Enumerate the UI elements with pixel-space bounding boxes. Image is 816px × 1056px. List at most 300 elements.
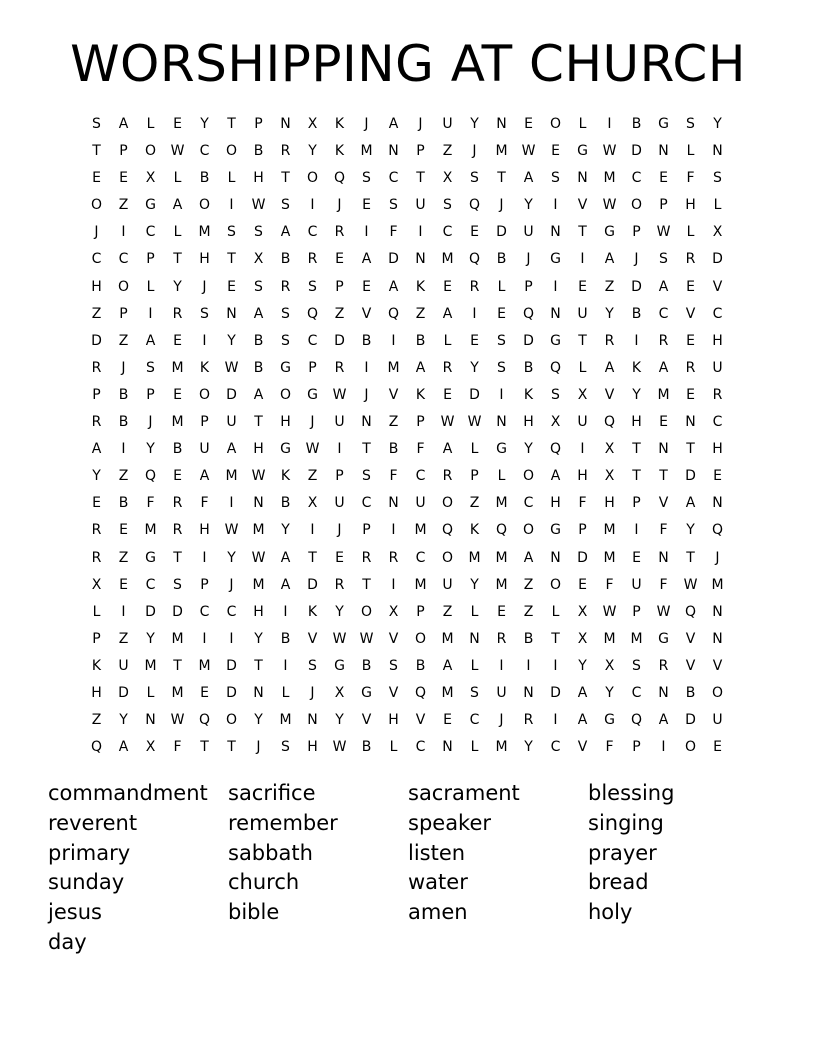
grid-letter: F [605,576,614,593]
grid-letter: O [90,197,103,214]
grid-letter: Y [524,441,533,458]
grid-letter: K [91,657,102,674]
grid-letter: E [686,332,695,349]
grid-letter: Q [684,603,697,620]
grid-letter: C [91,251,102,268]
grid-letter: P [146,251,155,268]
word-list-item: jesus [48,900,102,925]
grid-letter: P [632,739,641,756]
word-list-item: primary [48,840,131,865]
grid-letter: U [577,305,588,322]
grid-letter: S [281,332,290,349]
grid-letter: Z [118,549,129,566]
grid-letter: N [496,414,507,431]
grid-letter: L [578,359,587,376]
grid-letter: Y [92,468,101,485]
grid-letter: M [711,576,724,593]
grid-letter: N [226,305,237,322]
grid-letter: N [280,116,291,132]
grid-letter: E [443,712,452,729]
grid-letter: L [146,278,155,295]
grid-letter: M [252,576,265,593]
grid-letter: D [631,143,642,160]
grid-letter: O [522,522,535,539]
grid-letter: G [280,359,291,376]
grid-letter: N [550,549,561,566]
grid-letter: W [359,630,374,647]
grid-letter: E [335,549,344,566]
grid-letter: L [173,170,182,187]
grid-letter: S [281,305,290,322]
grid-letter: W [440,414,455,431]
grid-letter: H [307,739,318,756]
grid-letter: B [280,630,291,647]
grid-letter: L [470,441,479,458]
grid-letter: U [415,495,426,512]
grid-letter: R [685,251,696,268]
word-list-item: holy [588,900,633,925]
grid-letter: I [580,441,585,458]
grid-letter: P [632,495,641,512]
grid-letter: F [173,739,182,756]
grid-letter: D [685,712,696,729]
grid-letter: A [199,468,210,485]
grid-letter: Q [414,684,427,701]
grid-letter: J [310,414,315,431]
grid-letter: E [713,468,722,485]
grid-letter: Y [578,657,587,674]
grid-letter: Q [468,251,481,268]
grid-letter: I [391,332,396,349]
grid-letter: P [146,386,155,403]
grid-letter: R [685,359,696,376]
grid-letter: B [280,251,291,268]
grid-letter: Q [630,712,643,729]
grid-letter: V [604,386,615,403]
grid-letter: J [121,359,126,376]
grid-letter: P [335,468,344,485]
grid-letter: C [415,739,426,756]
grid-letter: I [499,386,504,403]
grid-letter: G [334,657,345,674]
grid-letter: X [253,251,264,268]
grid-letter: B [631,305,642,322]
grid-letter: Z [118,468,129,485]
grid-letter: E [659,414,668,431]
grid-letter: J [472,143,477,160]
grid-letter: C [631,170,642,187]
grid-letter: F [146,495,155,512]
grid-letter: M [360,143,373,160]
grid-letter: L [146,116,155,132]
grid-letter: C [523,495,534,512]
grid-letter: W [521,143,536,160]
grid-letter: T [308,549,317,566]
grid-letter: B [685,684,696,701]
grid-letter: E [443,386,452,403]
grid-letter: E [497,305,506,322]
grid-letter: E [524,116,533,132]
grid-letter: W [224,522,239,539]
grid-letter: S [362,170,371,187]
grid-letter: O [441,495,454,512]
grid-letter: N [388,495,399,512]
grid-letter: B [631,116,642,132]
word-list-item: sunday [48,870,125,895]
word-list-item: blessing [588,781,675,805]
grid-letter: W [467,414,482,431]
grid-letter: S [362,468,371,485]
puzzle-title: WORSHIPPING AT CHURCH [70,35,746,93]
grid-letter: B [118,495,129,512]
grid-letter: H [253,603,264,620]
grid-letter: B [253,359,264,376]
grid-letter: D [550,684,561,701]
grid-letter: J [337,197,342,214]
grid-letter: E [119,170,128,187]
grid-letter: E [686,278,695,295]
grid-letter: R [172,495,183,512]
grid-letter: C [226,603,237,620]
grid-letter: E [92,170,101,187]
grid-letter: Y [605,305,614,322]
grid-letter: F [605,739,614,756]
grid-letter: V [577,197,588,214]
grid-letter: D [226,657,237,674]
grid-letter: N [550,224,561,241]
grid-letter: N [658,441,669,458]
grid-letter: C [712,414,723,431]
grid-letter: W [602,197,617,214]
grid-letter: V [415,712,426,729]
grid-letter: I [229,495,234,512]
grid-letter: G [550,332,561,349]
grid-letter: V [388,386,399,403]
grid-letter: R [388,549,399,566]
grid-letter: T [254,657,263,674]
grid-letter: S [254,278,263,295]
grid-letter: C [145,576,156,593]
grid-letter: B [172,441,183,458]
grid-letter: W [305,441,320,458]
grid-letter: G [550,251,561,268]
grid-letter: G [577,143,588,160]
grid-letter: I [283,657,288,674]
grid-letter: H [577,468,588,485]
grid-letter: T [173,549,182,566]
grid-letter: H [253,170,264,187]
grid-letter: Z [523,603,534,620]
grid-letter: A [388,278,399,295]
grid-letter: Q [144,468,157,485]
grid-letter: N [442,739,453,756]
grid-letter: A [577,712,588,729]
grid-letter: D [118,684,129,701]
grid-letter: J [310,684,315,701]
word-list-item: sacrifice [228,781,316,805]
grid-letter: N [469,630,480,647]
grid-letter: U [442,116,453,132]
grid-letter: K [415,386,426,403]
grid-letter: N [415,251,426,268]
grid-letter: N [712,630,723,647]
grid-letter: V [388,630,399,647]
grid-letter: I [310,197,315,214]
grid-letter: L [443,332,452,349]
grid-letter: A [118,116,129,132]
grid-letter: U [334,495,345,512]
grid-letter: P [92,386,101,403]
grid-letter: T [632,441,641,458]
grid-letter: K [469,522,480,539]
grid-letter: K [280,468,291,485]
grid-letter: F [389,224,398,241]
grid-letter: X [334,684,345,701]
grid-letter: C [388,170,399,187]
grid-letter: X [604,441,615,458]
grid-letter: E [659,170,668,187]
grid-letter: Q [387,305,400,322]
grid-letter: X [712,224,723,241]
grid-letter: S [173,576,182,593]
grid-letter: D [226,684,237,701]
grid-letter: O [198,197,211,214]
grid-letter: H [280,414,291,431]
grid-letter: I [148,305,153,322]
grid-letter: P [254,116,263,132]
grid-letter: R [442,359,453,376]
grid-letter: R [712,386,723,403]
grid-letter: C [442,224,453,241]
grid-letter: N [523,684,534,701]
grid-letter: F [389,468,398,485]
grid-letter: K [523,386,534,403]
grid-letter: M [171,684,184,701]
word-list-item: bible [228,900,280,925]
grid-letter: O [522,468,535,485]
grid-letter: J [418,116,423,132]
grid-letter: R [307,251,318,268]
grid-letter: R [91,549,102,566]
grid-letter: J [499,712,504,729]
grid-letter: F [686,170,695,187]
grid-letter: E [227,278,236,295]
grid-letter: T [227,251,236,268]
grid-letter: Y [119,712,128,729]
word-list-item: speaker [408,810,492,835]
grid-letter: R [442,468,453,485]
grid-letter: Y [200,116,209,132]
grid-letter: H [604,495,615,512]
word-list-item: day [48,929,87,954]
grid-letter: Z [91,305,102,322]
grid-letter: E [497,603,506,620]
grid-letter: U [442,576,453,593]
grid-letter: U [415,197,426,214]
grid-letter: M [603,522,616,539]
grid-letter: S [497,359,506,376]
grid-letter: B [361,332,372,349]
grid-letter: Y [227,549,236,566]
grid-letter: O [279,386,292,403]
grid-letter: P [632,224,641,241]
grid-letter: X [442,170,453,187]
grid-letter: A [577,684,588,701]
grid-letter: E [173,332,182,349]
grid-letter: G [145,197,156,214]
grid-letter: O [711,684,724,701]
grid-letter: D [631,278,642,295]
grid-letter: W [332,739,347,756]
grid-letter: N [145,712,156,729]
grid-letter: N [577,170,588,187]
grid-letter: Y [524,197,533,214]
grid-letter: G [604,224,615,241]
grid-letter: J [364,116,369,132]
grid-letter: L [389,739,398,756]
grid-letter: A [658,712,669,729]
grid-letter: T [686,549,695,566]
grid-letter: Y [470,576,479,593]
grid-letter: Z [388,414,399,431]
grid-letter: R [91,359,102,376]
grid-letter: M [171,630,184,647]
grid-letter: O [117,278,130,295]
grid-letter: D [523,332,534,349]
grid-letter: E [119,522,128,539]
grid-letter: C [658,305,669,322]
grid-letter: K [334,143,345,160]
grid-letter: U [523,224,534,241]
grid-letter: L [686,143,695,160]
grid-letter: S [470,684,479,701]
grid-letter: H [91,278,102,295]
grid-letter: W [602,143,617,160]
grid-letter: B [253,143,264,160]
grid-letter: A [253,305,264,322]
grid-letter: L [497,278,506,295]
grid-letter: D [307,576,318,593]
grid-letter: B [199,170,210,187]
grid-letter: S [389,197,398,214]
grid-letter: U [577,414,588,431]
grid-letter: A [388,116,399,132]
grid-letter: P [308,359,317,376]
grid-letter: R [172,305,183,322]
grid-letter: R [91,414,102,431]
grid-letter: D [496,224,507,241]
grid-letter: J [256,739,261,756]
grid-letter: V [685,630,696,647]
grid-letter: Y [254,630,263,647]
grid-letter: Y [605,684,614,701]
grid-letter: X [388,603,399,620]
grid-letter: S [686,116,695,132]
grid-letter: E [578,576,587,593]
grid-letter: Z [334,305,345,322]
grid-letter: F [200,495,209,512]
grid-letter: W [602,603,617,620]
grid-letter: E [362,197,371,214]
grid-letter: T [632,468,641,485]
grid-letter: W [656,224,671,241]
grid-letter: O [549,116,562,132]
grid-letter: M [495,576,508,593]
grid-letter: A [604,251,615,268]
grid-letter: P [416,143,425,160]
grid-letter: I [121,441,126,458]
grid-letter: H [253,441,264,458]
grid-letter: I [229,630,234,647]
grid-letter: X [577,630,588,647]
grid-letter: C [415,549,426,566]
grid-letter: W [251,549,266,566]
grid-letter: I [391,576,396,593]
grid-letter: V [685,305,696,322]
grid-letter: R [334,359,345,376]
grid-letter: R [658,332,669,349]
grid-letter: Y [335,712,344,729]
grid-letter: N [307,712,318,729]
grid-letter: U [631,576,642,593]
grid-letter: H [388,712,399,729]
grid-letter: L [92,603,101,620]
grid-letter: P [470,468,479,485]
grid-letter: N [712,603,723,620]
grid-letter: Y [686,522,695,539]
grid-letter: Q [198,712,211,729]
grid-letter: T [551,630,560,647]
grid-letter: S [389,657,398,674]
grid-letter: P [200,576,209,593]
grid-letter: C [307,224,318,241]
grid-letter: V [712,278,723,295]
grid-letter: J [634,251,639,268]
grid-letter: B [523,630,534,647]
grid-letter: R [280,143,291,160]
grid-letter: B [253,332,264,349]
word-list-item: remember [228,810,338,835]
grid-letter: Q [603,414,616,431]
grid-letter: S [713,170,722,187]
grid-letter: M [657,386,670,403]
grid-letter: W [170,143,185,160]
grid-letter: Z [415,305,426,322]
grid-letter: C [307,332,318,349]
grid-letter: A [658,359,669,376]
grid-letter: U [712,712,723,729]
grid-letter: M [198,657,211,674]
word-list-item: singing [588,810,664,835]
grid-letter: U [118,657,129,674]
grid-letter: L [551,603,560,620]
grid-letter: I [391,522,396,539]
grid-letter: W [251,197,266,214]
grid-letter: V [361,305,372,322]
grid-letter: I [607,116,612,132]
grid-letter: T [578,332,587,349]
grid-letter: J [202,278,207,295]
grid-letter: X [550,414,561,431]
grid-letter: V [388,684,399,701]
grid-letter: M [495,143,508,160]
grid-letter: O [684,739,697,756]
grid-letter: M [198,224,211,241]
grid-letter: C [712,305,723,322]
grid-letter: B [523,359,534,376]
grid-letter: Z [118,332,129,349]
grid-letter: J [94,224,99,241]
